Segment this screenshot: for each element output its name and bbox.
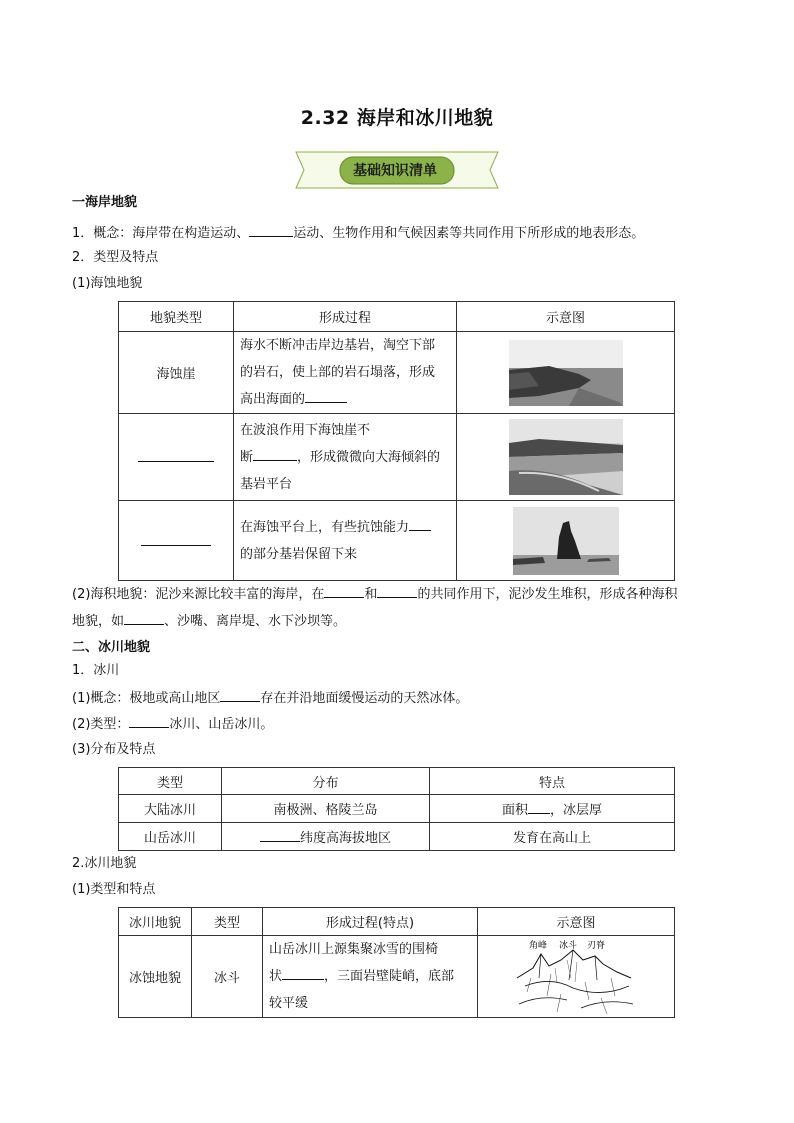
section1-heading: 一海岸地貌 <box>72 195 138 210</box>
answer-blank <box>305 389 347 403</box>
answer-blank <box>129 714 169 728</box>
sea-stack-photo <box>513 507 619 575</box>
answer-blank <box>124 611 164 625</box>
answer-blank <box>141 532 211 546</box>
svg-text:刃脊: 刃脊 <box>587 940 606 951</box>
diagram-cell <box>478 936 675 1018</box>
process-cell: 海水不断冲击岸边基岩，淘空下部 的岩石，使上部的岩石塌落，形成 高出海面的 <box>234 332 457 414</box>
section2-heading: 二、冰川地貌 <box>72 640 151 655</box>
process-cell: 在海蚀平台上，有些抗蚀能力 的部分基岩保留下来 <box>234 501 457 581</box>
svg-text:角峰: 角峰 <box>529 940 548 951</box>
diagram-cell <box>457 332 675 414</box>
table-cell: 面积 ，冰层厚 <box>430 795 675 823</box>
table-header: 类型 <box>119 768 222 795</box>
table-header: 分布 <box>222 768 430 795</box>
sea-cliff-photo <box>509 340 623 406</box>
diagram-cell <box>457 501 675 581</box>
table-header: 地貌类型 <box>119 302 234 332</box>
answer-blank <box>282 966 324 980</box>
table-header: 冰川地貌 <box>119 908 192 936</box>
answer-blank <box>249 223 293 237</box>
glacier-landform-table <box>118 907 675 1018</box>
answer-blank <box>528 800 550 814</box>
answer-blank <box>324 584 364 598</box>
landform-type-cell: 海蚀崖 <box>119 332 234 414</box>
process-cell: 在波浪作用下海蚀崖不 断 ，形成微微向大海倾斜的 基岩平台 <box>234 414 457 501</box>
process-cell: 山岳冰川上源集聚冰雪的围椅 状 ，三面岩壁陡峭，底部 较平缓 <box>263 936 478 1018</box>
glacier-heading: 1．冰川 <box>72 663 120 678</box>
answer-blank <box>138 448 214 462</box>
table-cell: 大陆冰川 <box>119 795 222 823</box>
table-header: 示意图 <box>457 302 675 332</box>
landform-types-heading: (1)类型和特点 <box>72 882 156 897</box>
glacier-type-line: (2)类型： 冰川、山岳冰川。 <box>72 714 273 734</box>
diagram-cell <box>457 414 675 501</box>
table-cell: 南极洲、格陵兰岛 <box>222 795 430 823</box>
page-title: 2.32 海岸和冰川地貌 <box>300 107 494 129</box>
answer-blank <box>253 447 297 461</box>
deposit-line-2: 地貌，如 、沙嘴、离岸堤、水下沙坝等。 <box>72 611 346 631</box>
table-cell: 纬度高海拔地区 <box>222 823 430 851</box>
table-header: 形成过程 <box>234 302 457 332</box>
wave-cut-platform-photo <box>509 419 623 495</box>
deposit-line-1: (2)海积地貌：泥沙来源比较丰富的海岸，在 和 的共同作用下，泥沙发生堆积，形成各种海积 <box>72 584 677 604</box>
erosion-heading: (1)海蚀地貌 <box>72 276 143 291</box>
glacier-distribution-table <box>118 767 675 851</box>
concept-line: 1．概念：海岸带在构造运动、 运动、生物作用和气候因素等共同作用下所形成的地表形态。 <box>72 223 644 243</box>
table-header: 形成过程(特点) <box>263 908 478 936</box>
answer-blank <box>220 688 260 702</box>
answer-blank <box>377 584 417 598</box>
table-cell: 冰蚀地貌 <box>119 936 192 1018</box>
distribution-heading: (3)分布及特点 <box>72 742 156 757</box>
types-heading: 2．类型及特点 <box>72 250 159 265</box>
answer-blank <box>409 517 431 531</box>
glacier-landform-heading: 2.冰川地貌 <box>72 856 137 871</box>
table-cell: 山岳冰川 <box>119 823 222 851</box>
answer-blank <box>260 828 300 842</box>
svg-text:冰斗: 冰斗 <box>559 940 578 951</box>
table-cell: 冰斗 <box>192 936 263 1018</box>
table-header: 示意图 <box>478 908 675 936</box>
landform-type-cell <box>119 501 234 581</box>
glacier-concept-line: (1)概念：极地或高山地区 存在并沿地面缓慢运动的天然冰体。 <box>72 688 468 708</box>
banner-label: 基础知识清单 <box>353 163 437 179</box>
landform-type-cell <box>119 414 234 501</box>
table-header: 特点 <box>430 768 675 795</box>
erosion-landform-table <box>118 301 675 581</box>
table-cell: 发育在高山上 <box>430 823 675 851</box>
table-header: 类型 <box>192 908 263 936</box>
cirque-sketch <box>511 938 641 1016</box>
